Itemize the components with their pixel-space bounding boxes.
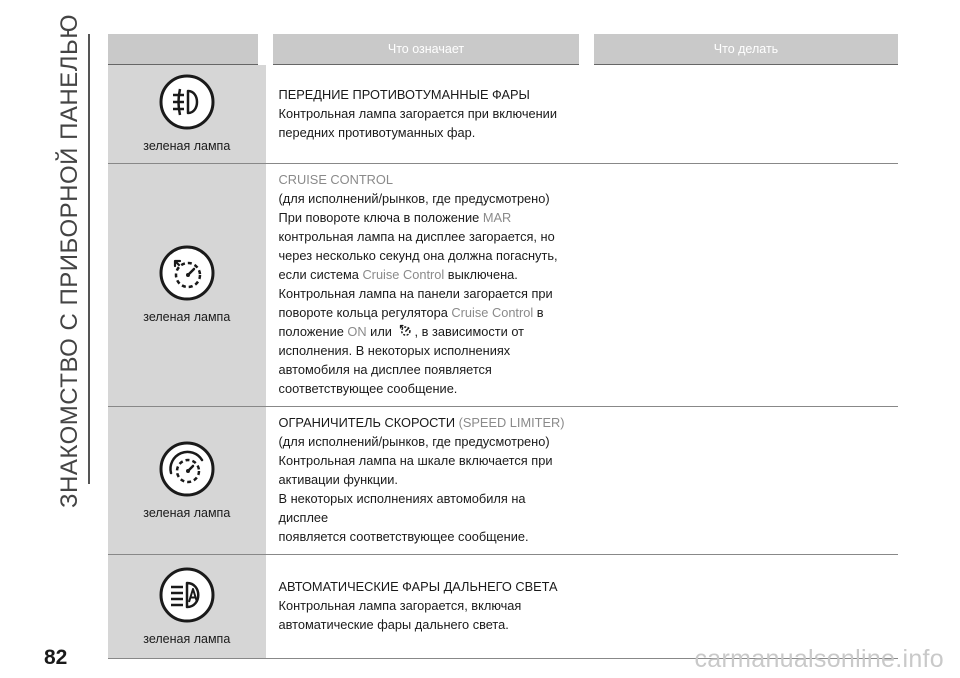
indicator-cell bbox=[108, 65, 266, 164]
text-fragment: положение bbox=[278, 324, 348, 339]
cruise-control-inline-icon bbox=[397, 322, 414, 339]
row-text-line: исполнения. В некоторых исполнениях bbox=[278, 343, 511, 358]
row-text-line bbox=[279, 303, 579, 322]
warning-lights-table bbox=[108, 34, 898, 659]
position-on: ON bbox=[347, 324, 367, 339]
table-row bbox=[108, 164, 898, 407]
row-text-line: (для исполнений/рынков, где предусмотрено) bbox=[278, 191, 550, 206]
row-text-line: передних противотуманных фар. bbox=[278, 124, 476, 140]
text-fragment: При повороте ключа в положение bbox=[278, 210, 483, 225]
table-row bbox=[108, 65, 898, 164]
table-header-row bbox=[108, 34, 898, 65]
lamp-color-label: зеленая лампа bbox=[143, 631, 231, 646]
row-text-line: Контрольная лампа на шкале включается при bbox=[278, 453, 553, 468]
cruise-control-term: Cruise Control bbox=[451, 305, 534, 320]
row-text-line: Контрольная лампа загорается, включая bbox=[278, 598, 522, 613]
speed-limiter-term: (SPEED LIMITER) bbox=[458, 415, 565, 430]
row-text-line bbox=[279, 208, 579, 227]
cruise-control-icon bbox=[158, 244, 216, 302]
text-fragment: , в зависимости от bbox=[414, 324, 525, 339]
row-text-line: Контрольная лампа загорается при включении bbox=[278, 105, 557, 121]
text-fragment: если система bbox=[278, 267, 363, 282]
row-title bbox=[279, 413, 579, 432]
page-number: 82 bbox=[44, 646, 68, 669]
row-text-line: В некоторых исполнениях автомобиля на дисплее bbox=[278, 491, 526, 525]
meaning-cell bbox=[266, 555, 587, 659]
action-cell bbox=[587, 407, 899, 555]
action-cell bbox=[587, 164, 899, 407]
indicator-cell bbox=[108, 407, 266, 555]
row-text-line: (для исполнений/рынков, где предусмотрено) bbox=[278, 434, 550, 449]
row-text-line bbox=[279, 265, 579, 284]
row-title: АВТОМАТИЧЕСКИЕ ФАРЫ ДАЛЬНЕГО СВЕТА bbox=[278, 579, 558, 594]
lamp-color-label: зеленая лампа bbox=[143, 310, 231, 324]
header-icon-column bbox=[108, 34, 266, 65]
header-meaning: Что означает bbox=[266, 34, 587, 65]
meaning-cell bbox=[266, 65, 587, 164]
footer-watermark: carmanualsonline.info bbox=[694, 645, 944, 673]
row-text-line bbox=[279, 322, 579, 341]
side-section-title: ЗНАКОМСТВО С ПРИБОРНОЙ ПАНЕЛЬЮ bbox=[56, 14, 83, 508]
meaning-cell bbox=[266, 164, 587, 407]
row-text-line: автоматические фары дальнего света. bbox=[278, 617, 509, 632]
header-action: Что делать bbox=[587, 34, 899, 65]
front-fog-light-icon bbox=[158, 73, 216, 131]
side-divider-line bbox=[88, 34, 90, 484]
meaning-cell bbox=[266, 407, 587, 555]
text-fragment: или bbox=[366, 324, 396, 339]
auto-high-beam-icon bbox=[158, 566, 216, 624]
row-text-line: появляется соответствующее сообщение. bbox=[278, 529, 529, 544]
table-row bbox=[108, 555, 898, 659]
row-title: ПЕРЕДНИЕ ПРОТИВОТУМАННЫЕ ФАРЫ bbox=[278, 86, 530, 102]
row-text-line: контрольная лампа на дисплее загорается, но bbox=[278, 229, 555, 244]
cruise-control-term: Cruise Control bbox=[362, 267, 445, 282]
text-fragment: ОГРАНИЧИТЕЛЬ СКОРОСТИ bbox=[278, 415, 459, 430]
row-text-line: через несколько секунд она должна погаснуть, bbox=[278, 248, 558, 263]
row-text-line: Контрольная лампа на панели загорается при bbox=[278, 286, 553, 301]
side-section-title-container bbox=[50, 14, 90, 508]
row-text-line: активации функции. bbox=[278, 472, 398, 487]
row-title: CRUISE CONTROL bbox=[278, 172, 393, 187]
key-position-mar: MAR bbox=[482, 210, 512, 225]
speed-limiter-icon bbox=[158, 440, 216, 498]
indicator-cell bbox=[108, 555, 266, 659]
text-fragment: повороте кольца регулятора bbox=[278, 305, 452, 320]
table-row bbox=[108, 407, 898, 555]
action-cell bbox=[587, 65, 899, 164]
lamp-color-label: зеленая лампа bbox=[143, 505, 231, 520]
text-fragment: в bbox=[533, 305, 544, 320]
row-text-line: автомобиля на дисплее появляется bbox=[278, 362, 492, 377]
row-text-line: соответствующее сообщение. bbox=[278, 381, 458, 396]
lamp-color-label: зеленая лампа bbox=[143, 139, 231, 153]
action-cell bbox=[587, 555, 899, 659]
text-fragment: выключена. bbox=[444, 267, 518, 282]
indicator-cell bbox=[108, 164, 266, 407]
